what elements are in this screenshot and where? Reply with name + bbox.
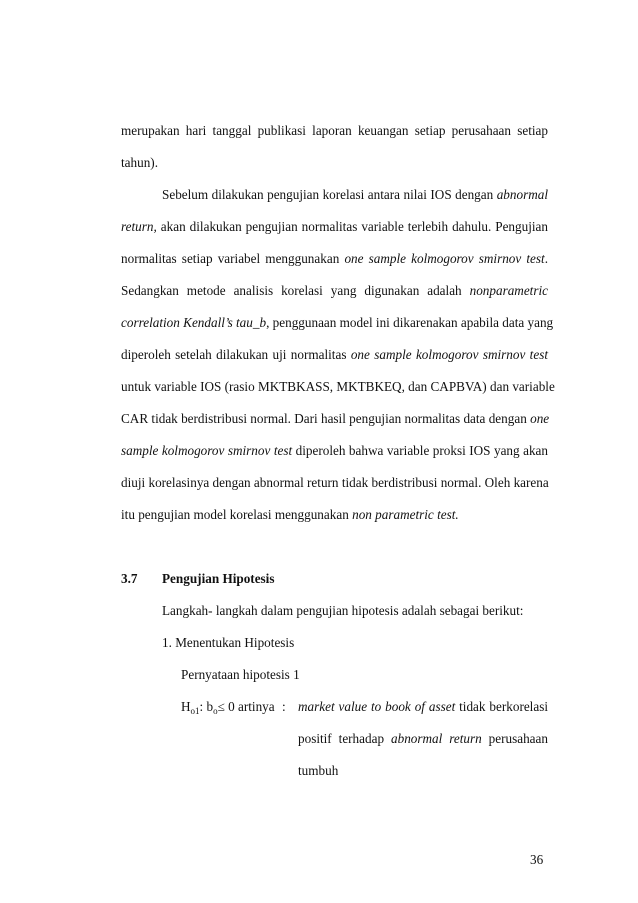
italic-term: nonparametric [469,283,548,298]
text-line [121,507,548,523]
text-span: diperoleh setelah dilakukan uji normalitas [121,347,351,362]
text-span: diperoleh bahwa variable proksi IOS yang akan [292,443,548,458]
hypothesis-colon: : [282,699,286,714]
text-span: itu pengujian model korelasi menggunakan [121,507,353,522]
section-intro: Langkah- langkah dalam pengujian hipotesis adalah sebagai berikut: [162,603,524,618]
italic-term: sample kolmogorov smirnov test [121,443,293,458]
text-line [121,283,548,299]
hypothesis-statement: Pernyataan hipotesis 1 [181,667,300,682]
text-span: Sedangkan metode analisis korelasi yang digunakan adalah [121,283,470,298]
italic-term: correlation Kendall’s tau_b [121,315,267,330]
text-line [121,443,548,459]
section-number: 3.7 [121,571,138,586]
hypothesis-text-line: tumbuh [298,763,339,778]
text-span: normalitas setiap variabel menggunakan [121,251,345,266]
page-number: 36 [530,852,544,867]
text-line [121,347,548,363]
list-item: 1. Menentukan Hipotesis [162,635,295,650]
text-span: , penggunaan model ini dikarenakan apabila data yang [266,315,554,330]
italic-term: one sample kolmogorov smirnov test [350,347,548,362]
hypothesis-text-line: market value to book of asset tidak berkorelasi [298,699,548,714]
text-span: CAR tidak berdistribusi normal. Dari hasil pengujian normalitas data dengan [121,411,531,426]
text-line: diuji korelasinya dengan abnormal return tidak berdistribusi normal. Oleh karena [121,475,549,490]
italic-term: non parametric test. [352,507,459,522]
text-line [121,315,554,331]
section-title: Pengujian Hipotesis [162,571,275,586]
text-line [121,251,548,267]
text-span: Sebelum dilakukan pengujian korelasi antara nilai IOS dengan [162,187,497,202]
text-line: merupakan hari tanggal publikasi laporan keuangan setiap perusahaan setiap [121,123,548,138]
text-span: akan dilakukan pengujian normalitas variable terlebih dahulu. Pengujian [156,219,548,234]
text-line [121,411,548,427]
italic-term: abnormal [496,187,548,202]
italic-term: one [530,411,550,426]
text-span: . [544,251,549,266]
text-line: tahun). [121,155,158,170]
italic-term: one sample kolmogorov smirnov test [344,251,545,266]
hypothesis-label: $H_{o1}$: $b_o\le 0$ artinya [181,699,275,716]
italic-term: return, [121,219,157,234]
hypothesis-text-line: positif terhadap abnormal return perusahaan [298,731,548,746]
text-line [121,219,548,235]
text-line: untuk variable IOS (rasio MKTBKASS, MKTBKEQ, dan CAPBVA) dan variable [121,379,555,394]
text-line [162,187,548,203]
